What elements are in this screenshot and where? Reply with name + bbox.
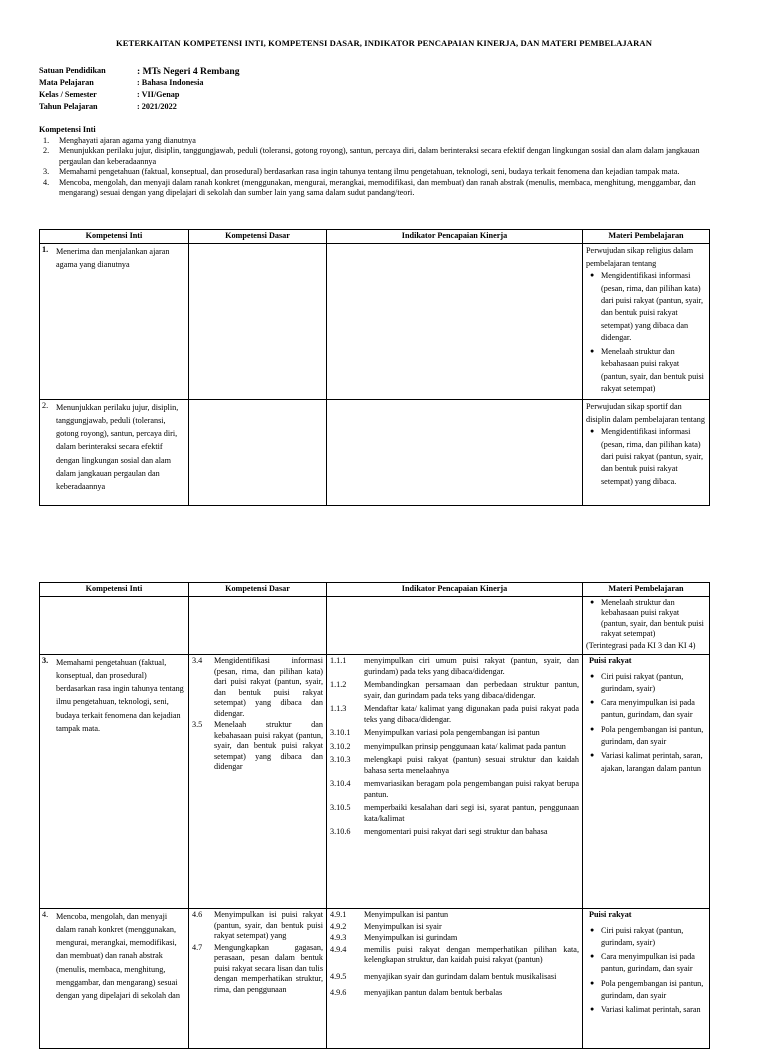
header-kompetensi-inti: Kompetensi Inti — [40, 583, 189, 597]
kd-text: Menelaah struktur dan kebahasaan puisi rakyat (pantun, syair, dan bentuk puisi rakyat setempat) yang dibaca dan didengar — [214, 720, 323, 771]
indikator-cell — [327, 400, 583, 506]
indikator-item — [330, 779, 579, 800]
list-item — [39, 146, 723, 167]
indikator-text: Menyimpulkan isi pantun — [364, 910, 449, 919]
ki-cell — [40, 597, 189, 655]
materi-list — [586, 426, 706, 487]
indikator-cell — [327, 597, 583, 655]
list-item — [590, 270, 706, 344]
item-number: 2. — [43, 146, 50, 155]
ki-cell — [40, 400, 189, 506]
indikator-cell — [327, 655, 583, 909]
table-header-row — [40, 583, 710, 597]
meta-value: : VII/Genap — [137, 90, 180, 99]
indikator-number: 3.10.1 — [330, 728, 351, 737]
indikator-number: 3.10.5 — [330, 803, 351, 812]
item-number: 3. — [43, 167, 50, 176]
bullet-icon: ● — [590, 952, 595, 961]
indikator-number: 4.9.4 — [330, 944, 347, 954]
indikator-number: 1.1.2 — [330, 680, 347, 689]
bullet-icon: ● — [590, 925, 595, 934]
indikator-number: 3.10.4 — [330, 779, 351, 788]
item-text: Menghayati ajaran agama yang dianutnya — [59, 135, 196, 145]
indikator-item — [330, 988, 579, 999]
indikator-text: Menyimpulkan variasi pola pengembangan isi pantun — [364, 728, 540, 737]
bullet-icon: ● — [590, 598, 595, 606]
ki-text: Menunjukkan perilaku jujur, disiplin, tanggungjawab, peduli (toleransi, gotong royong), santun, percaya diri, dalam berinteraksi secara efektif dengan lingkungan sosial dan alam dalam jangkauan pergaulan dan keberadaannya — [56, 403, 179, 491]
materi-text: Menelaah struktur dan kebahasaan puisi rakyat (pantun, syair, dan bentuk puisi rakyat setempat) — [601, 347, 704, 394]
meta-row — [39, 90, 240, 102]
list-item — [39, 136, 723, 147]
materi-text: Variasi kalimat perintah, saran, ajakan, larangan dalam pantun — [601, 751, 703, 773]
materi-cell — [583, 244, 710, 400]
kd-item — [192, 943, 323, 996]
ki-number: 1. — [42, 245, 49, 254]
indikator-item — [330, 755, 579, 776]
list-item — [590, 978, 706, 1003]
header-materi: Materi Pembelajaran — [583, 583, 710, 597]
competency-table-2 — [39, 582, 710, 1049]
indikator-item — [330, 656, 579, 677]
indikator-text: melengkapi puisi rakyat (pantun) sesuai struktur dan kaidah bahasa serta menelaahnya — [364, 755, 579, 775]
kd-cell — [189, 909, 327, 1049]
indikator-text: menyimpulkan ciri umum puisi rakyat (pantun, syair, dan gurindam) pada teks yang dibaca/didengar. — [364, 656, 579, 676]
item-number: 1. — [43, 135, 50, 145]
indikator-item — [330, 933, 579, 944]
indikator-text: menyajikan syair dan gurindam dalam bentuk musikalisasi — [364, 971, 557, 981]
materi-text: Cara menyimpulkan isi pada pantun, gurindam, dan syair — [601, 952, 695, 974]
ki-number: 2. — [42, 401, 49, 410]
list-item — [590, 426, 706, 487]
bullet-icon: ● — [590, 671, 595, 680]
indikator-text: menyajikan pantun dalam bentuk berbalas — [364, 988, 503, 997]
list-item — [590, 346, 706, 395]
table-row — [40, 597, 710, 655]
bullet-icon: ● — [590, 427, 595, 436]
bullet-icon: ● — [590, 724, 595, 733]
meta-row — [39, 102, 240, 114]
indikator-text: Menyimpulkan isi syair — [364, 921, 442, 931]
kd-item — [192, 910, 323, 942]
header-kompetensi-dasar: Kompetensi Dasar — [189, 230, 327, 244]
indikator-item — [330, 827, 579, 838]
indikator-number: 3.10.3 — [330, 755, 351, 764]
ki-text: Mencoba, mengolah, dan menyaji dalam ranah konkret (menggunakan, mengurai, merangkai, memodifikasi, dan membuat) dan ranah abstrak (menulis, membaca, menghitung, menggambar, dan mengarang) sesuai dengan yang dipelajari di sekolah dan — [56, 912, 180, 1000]
kd-number: 3.5 — [192, 720, 203, 729]
indikator-text: Mendaftar kata/ kalimat yang digunakan pada puisi rakyat pada teks yang dibaca/didengar. — [364, 704, 579, 724]
indikator-text: mengomentari puisi rakyat dari segi struktur dan bahasa — [364, 827, 548, 836]
list-item — [590, 925, 706, 950]
materi-text: Menelaah struktur dan kebahasaan puisi rakyat (pantun, syair, dan bentuk puisi rakyat setempat) — [601, 598, 704, 638]
indikator-text: menyimpulkan prinsip penggunaan kata/ kalimat pada pantun — [364, 741, 566, 751]
ki-number: 4. — [42, 910, 49, 919]
list-item — [39, 167, 723, 178]
materi-intro: Perwujudan sikap religius dalam pembelajaran tentang — [586, 246, 694, 268]
kd-text: Mengidentifikasi informasi (pesan, rima, dan pilihan kata) dari puisi rakyat (pantun, syair, dan bentuk puisi rakyat setempat) yang dibaca dan didengar. — [214, 656, 323, 718]
table-row — [40, 655, 710, 909]
meta-key: Kelas / Semester — [39, 90, 97, 99]
list-item — [39, 178, 723, 199]
materi-heading: Puisi rakyat — [589, 656, 632, 665]
meta-key: Satuan Pendidikan — [39, 66, 106, 75]
meta-row — [39, 78, 240, 90]
materi-list — [586, 598, 706, 639]
indikator-number: 1.1.3 — [330, 704, 347, 713]
kd-cell — [189, 244, 327, 400]
meta-value: : MTs Negeri 4 Rembang — [137, 66, 240, 77]
indikator-text: memvariasikan beragam pola pengembangan puisi rakyat berupa pantun. — [364, 779, 579, 799]
meta-value: : Bahasa Indonesia — [137, 78, 204, 87]
header-kompetensi-inti: Kompetensi Inti — [40, 230, 189, 244]
list-item — [590, 697, 706, 722]
kd-text: Menyimpulkan isi puisi rakyat (pantun, syair, dan bentuk puisi rakyat setempat) yang — [214, 910, 323, 940]
bullet-icon: ● — [590, 751, 595, 760]
indikator-number: 3.10.2 — [330, 741, 351, 751]
indikator-number: 4.9.3 — [330, 933, 347, 942]
indikator-item — [330, 803, 579, 824]
indikator-number: 4.9.1 — [330, 910, 347, 919]
item-text: Memahami pengetahuan (faktual, konseptual, dan prosedural) berdasarkan rasa ingin tahunya tentang ilmu pengetahuan, teknologi, seni, budaya terkait fenomena dan kejadian tampak mata. — [59, 167, 680, 176]
ki-text: Memahami pengetahuan (faktual, konseptual, dan prosedural) berdasarkan rasa ingin tahunya tentang ilmu pengetahuan, teknologi, seni, budaya terkait fenomena dan kejadian tampak mata. — [56, 658, 184, 733]
indikator-item — [330, 922, 579, 933]
materi-list — [586, 671, 706, 775]
list-item — [590, 724, 706, 749]
indikator-number: 4.9.5 — [330, 971, 347, 981]
item-text: Mencoba, mengolah, dan menyaji dalam ranah konkret (menggunakan, mengurai, merangkai, memodifikasi, dan membuat) dan ranah abstrak (menulis, membaca, menghitung, menggambar, dan mengarang) sesuai dengan yang dipelajari di sekolah dan sumber lain yang sama dalam sudut pandang/teori. — [59, 177, 696, 197]
bullet-icon: ● — [590, 347, 595, 356]
ki-cell — [40, 655, 189, 909]
kd-cell — [189, 400, 327, 506]
indikator-item — [330, 910, 579, 921]
materi-cell — [583, 400, 710, 506]
bullet-icon: ● — [590, 1005, 595, 1014]
table-header-row — [40, 230, 710, 244]
kd-text: Mengungkapkan gagasan, perasaan, pesan dalam bentuk puisi rakyat secara lisan dan tulis dengan memperhatikan struktur, rima, dan penggunaan — [214, 942, 323, 994]
kd-item — [192, 720, 323, 773]
materi-intro: Perwujudan sikap sportif dan disiplin dalam pembelajaran tentang — [586, 402, 705, 424]
indikator-text: Membandingkan persamaan dan perbedaan struktur pantun, syair, dan gurindam pada teks yang dibaca/didengar. — [364, 680, 579, 700]
materi-cell — [583, 909, 710, 1049]
header-indikator: Indikator Pencapaian Kinerja — [327, 583, 583, 597]
indikator-text: Menyimpulkan isi gurindam — [364, 933, 458, 942]
indikator-number: 4.9.6 — [330, 988, 347, 997]
meta-row — [39, 66, 240, 78]
kd-cell — [189, 597, 327, 655]
indikator-item — [330, 972, 579, 983]
materi-text: Ciri puisi rakyat (pantun, gurindam, syair) — [601, 671, 684, 693]
header-materi: Materi Pembelajaran — [583, 230, 710, 244]
indikator-cell — [327, 244, 583, 400]
table-row — [40, 400, 710, 506]
list-item — [590, 1004, 706, 1016]
header-kompetensi-dasar: Kompetensi Dasar — [189, 583, 327, 597]
kd-number: 3.4 — [192, 656, 203, 665]
header-indikator: Indikator Pencapaian Kinerja — [327, 230, 583, 244]
indikator-text: memperbaiki kesalahan dari segi isi, syarat pantun, penggunaan kata/kalimat — [364, 803, 579, 823]
ki-cell — [40, 909, 189, 1049]
indikator-cell — [327, 909, 583, 1049]
indikator-item — [330, 742, 579, 753]
materi-text: Cara menyimpulkan isi pada pantun, gurindam, dan syair — [601, 698, 695, 720]
indikator-item — [330, 945, 579, 966]
item-number: 4. — [43, 177, 50, 187]
materi-note: (Terintegrasi pada KI 3 dan KI 4) — [586, 641, 696, 650]
ki-text: Menerima dan menjalankan ajaran agama yang dianutnya — [56, 247, 170, 270]
meta-value: : 2021/2022 — [137, 102, 177, 111]
indikator-text: memilis puisi rakyat dengan memperhatikan pilihan kata, kelengkapan struktur, dan kaidah puisi rakyat (pantun) — [364, 944, 579, 964]
section-heading: Kompetensi Inti — [39, 125, 96, 134]
materi-text: Pola pengembangan isi pantun, gurindam, dan syair — [601, 724, 704, 746]
materi-text: Variasi kalimat perintah, saran — [601, 1005, 701, 1015]
materi-heading: Puisi rakyat — [589, 910, 632, 919]
list-item — [590, 671, 706, 696]
kd-number: 4.6 — [192, 910, 203, 919]
kd-number: 4.7 — [192, 942, 203, 952]
kompetensi-inti-list — [39, 136, 723, 199]
materi-text: Mengidentifikasi informasi (pesan, rima, dan pilihan kata) dari puisi rakyat (pantun, syair, dan bentuk puisi rakyat setempat) yang dibaca. — [601, 427, 703, 486]
indikator-number: 3.10.6 — [330, 827, 351, 836]
competency-table-1 — [39, 229, 710, 506]
list-item — [590, 598, 706, 639]
materi-text: Pola pengembangan isi pantun, gurindam, dan syair — [601, 978, 704, 1000]
bullet-icon: ● — [590, 698, 595, 707]
identity-block — [39, 66, 240, 114]
ki-cell — [40, 244, 189, 400]
ki-number: 3. — [42, 656, 49, 665]
materi-list — [586, 270, 706, 395]
table-row — [40, 909, 710, 1049]
item-text: Menunjukkan perilaku jujur, disiplin, tanggungjawab, peduli (toleransi, gotong royong), santun, percaya diri, dalam berinteraksi secara efektif dengan lingkungan sosial dan alam dalam jangkauan pergaulan dan keberadaannya — [59, 146, 700, 166]
kd-item — [192, 656, 323, 719]
materi-text: Ciri puisi rakyat (pantun, gurindam, syair) — [601, 925, 684, 947]
bullet-icon: ● — [590, 271, 595, 280]
indikator-item — [330, 680, 579, 701]
meta-key: Mata Pelajaran — [39, 78, 94, 87]
indikator-item — [330, 728, 579, 739]
indikator-number: 1.1.1 — [330, 656, 347, 665]
materi-text: Mengidentifikasi informasi (pesan, rima, dan pilihan kata) dari puisi rakyat (pantun, syair, dan bentuk puisi rakyat setempat) yang dibaca dan didengar. — [601, 271, 703, 342]
list-item — [590, 750, 706, 775]
table-row — [40, 244, 710, 400]
kompetensi-inti-section — [39, 125, 723, 199]
list-item — [590, 951, 706, 976]
kd-cell — [189, 655, 327, 909]
indikator-item — [330, 704, 579, 725]
meta-key: Tahun Pelajaran — [39, 102, 98, 111]
document-title: KETERKAITAN KOMPETENSI INTI, KOMPETENSI DASAR, INDIKATOR PENCAPAIAN KINERJA, DAN MATERI PEMBELAJARAN — [115, 38, 653, 48]
materi-cell — [583, 655, 710, 909]
indikator-number: 4.9.2 — [330, 921, 347, 931]
materi-cell — [583, 597, 710, 655]
bullet-icon: ● — [590, 978, 595, 987]
materi-list — [586, 925, 706, 1017]
